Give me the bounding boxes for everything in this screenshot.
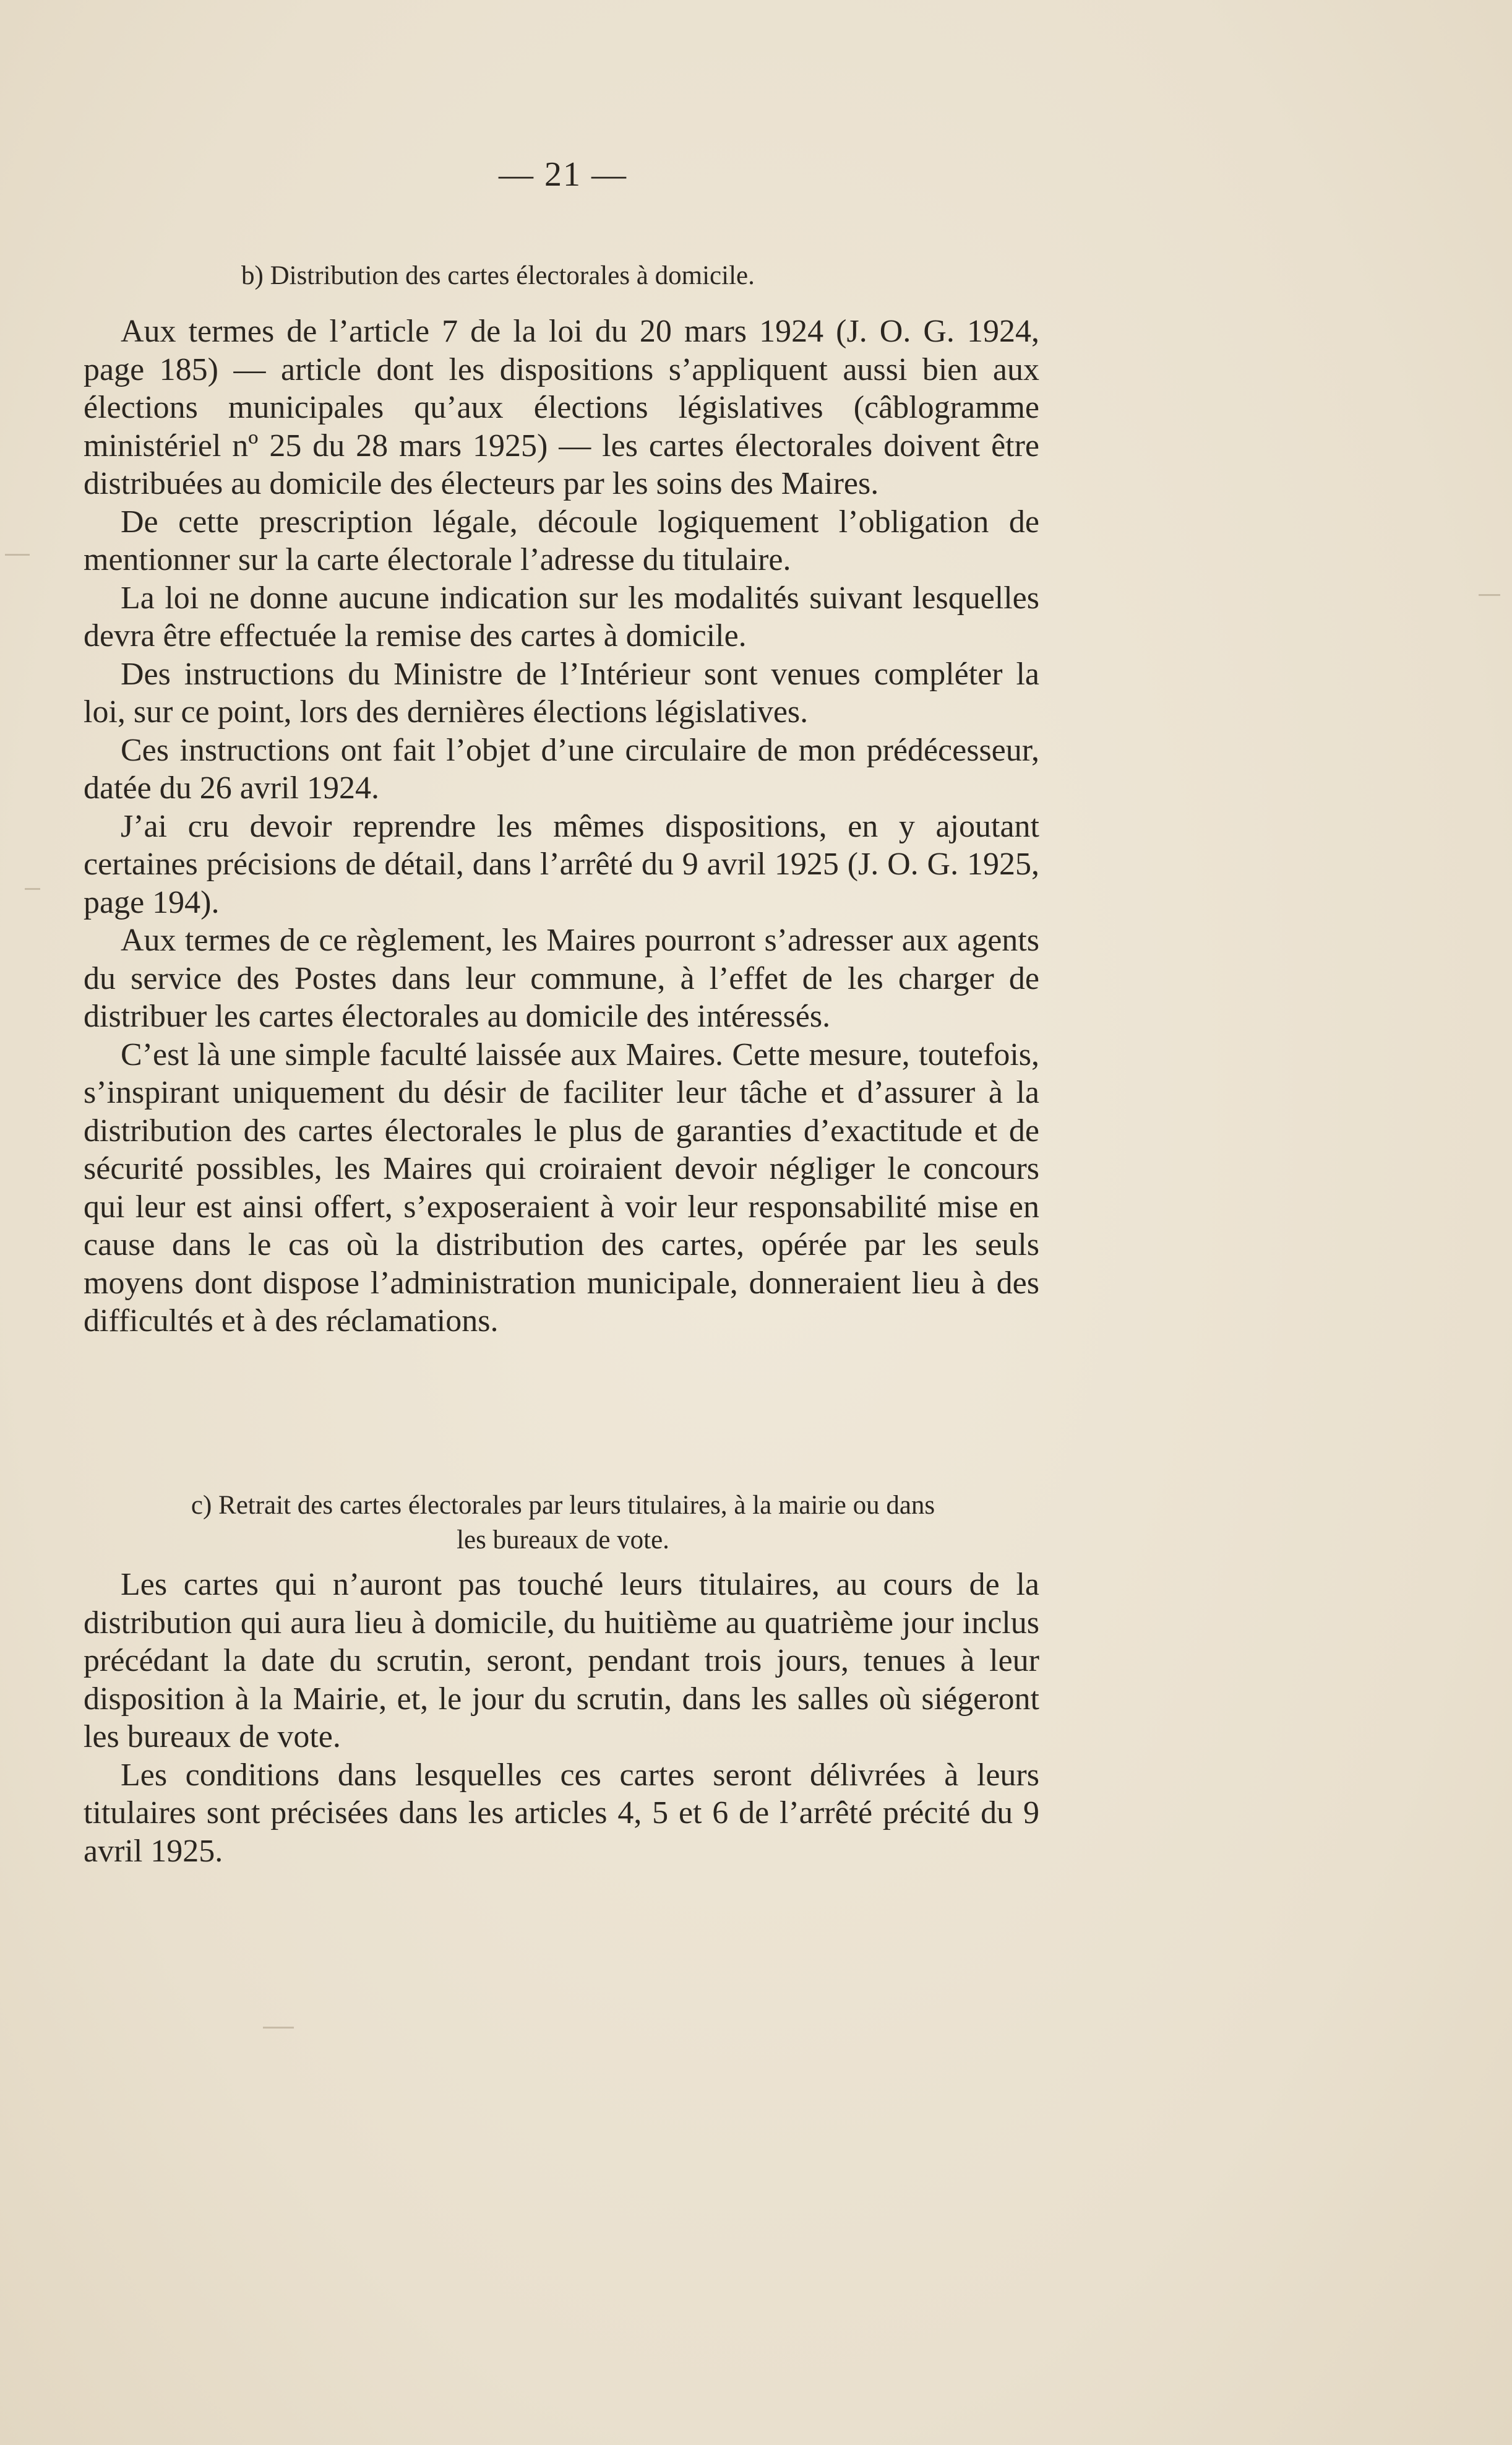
- section-c-heading-line: c) Retrait des cartes électorales par leurs titulaires, à la mairie ou dans: [191, 1491, 935, 1520]
- paragraph: De cette prescription légale, découle logiquement l’obligation de mentionner sur la carte électorale l’adresse du titulaire.: [84, 504, 1039, 577]
- section-b-heading: b) Distribution des cartes électorales à domicile.: [241, 261, 755, 290]
- paragraph: C’est là une simple faculté laissée aux Maires. Cette mesure, toutefois, s’inspirant uniquement du désir de faciliter leur tâche et d’assurer à la distribution des cartes électorales le plus de garanties d’exactitude et de sécurité possibles, les Maires qui croiraient devoir négliger le concours qui leur est ainsi offert, s’exposeraient à voir leur responsabilité mise en cause dans le cas où la distribution des cartes, opérée par les seuls moyens dont dispose l’administration municipale, donneraient lieu à des difficultés et à des réclamations.: [84, 1037, 1039, 1339]
- paragraph: J’ai cru devoir reprendre les mêmes dispositions, en y ajoutant certaines précisions de détail, dans l’arrêté du 9 avril 1925 (J. O. G. 1925, page 194).: [84, 808, 1039, 920]
- section-c-body: [84, 1566, 1039, 1870]
- paragraph: Ces instructions ont fait l’objet d’une circulaire de mon prédécesseur, datée du 26 avril 1924.: [84, 732, 1039, 806]
- paper-speck: [25, 888, 40, 890]
- paragraph: Des instructions du Ministre de l’Intérieur sont venues compléter la loi, sur ce point, lors des dernières élections législatives.: [84, 656, 1039, 730]
- section-b-body: [84, 313, 1039, 1340]
- paragraph: Aux termes de ce règlement, les Maires pourront s’adresser aux agents du service des Postes dans leur commune, à l’effet de les charger de distribuer les cartes électorales au domicile des intéressés.: [84, 923, 1039, 1034]
- paragraph: Aux termes de l’article 7 de la loi du 20 mars 1924 (J. O. G. 1924, page 185) — article dont les dispositions s’appliquent aussi bien aux élections municipales qu’aux élections législatives (câblogramme ministériel nº 25 du 28 mars 1925) — les cartes électorales doivent être distribuées au domicile des électeurs par les soins des Maires.: [84, 314, 1039, 501]
- paragraph: Les conditions dans lesquelles ces cartes seront délivrées à leurs titulaires sont précisées dans les articles 4, 5 et 6 de l’arrêté précité du 9 avril 1925.: [84, 1757, 1039, 1869]
- paragraph: La loi ne donne aucune indication sur les modalités suivant lesquelles devra être effectuée la remise des cartes à domicile.: [84, 580, 1039, 653]
- paper-speck: [1479, 594, 1500, 596]
- paragraph: Les cartes qui n’auront pas touché leurs titulaires, au cours de la distribution qui aura lieu à domicile, du huitième au quatrième jour inclus précédant la date du scrutin, seront, pendant trois jours, tenues à leur disposition à la Mairie, et, le jour du scrutin, dans les salles où siégeront les bureaux de vote.: [84, 1567, 1039, 1754]
- paper-speck: [263, 2027, 294, 2029]
- page-number: — 21 —: [499, 155, 627, 194]
- section-c-heading: [80, 1488, 1046, 1558]
- paper-speck: [5, 554, 30, 556]
- section-c-heading-line: les bureaux de vote.: [457, 1525, 669, 1555]
